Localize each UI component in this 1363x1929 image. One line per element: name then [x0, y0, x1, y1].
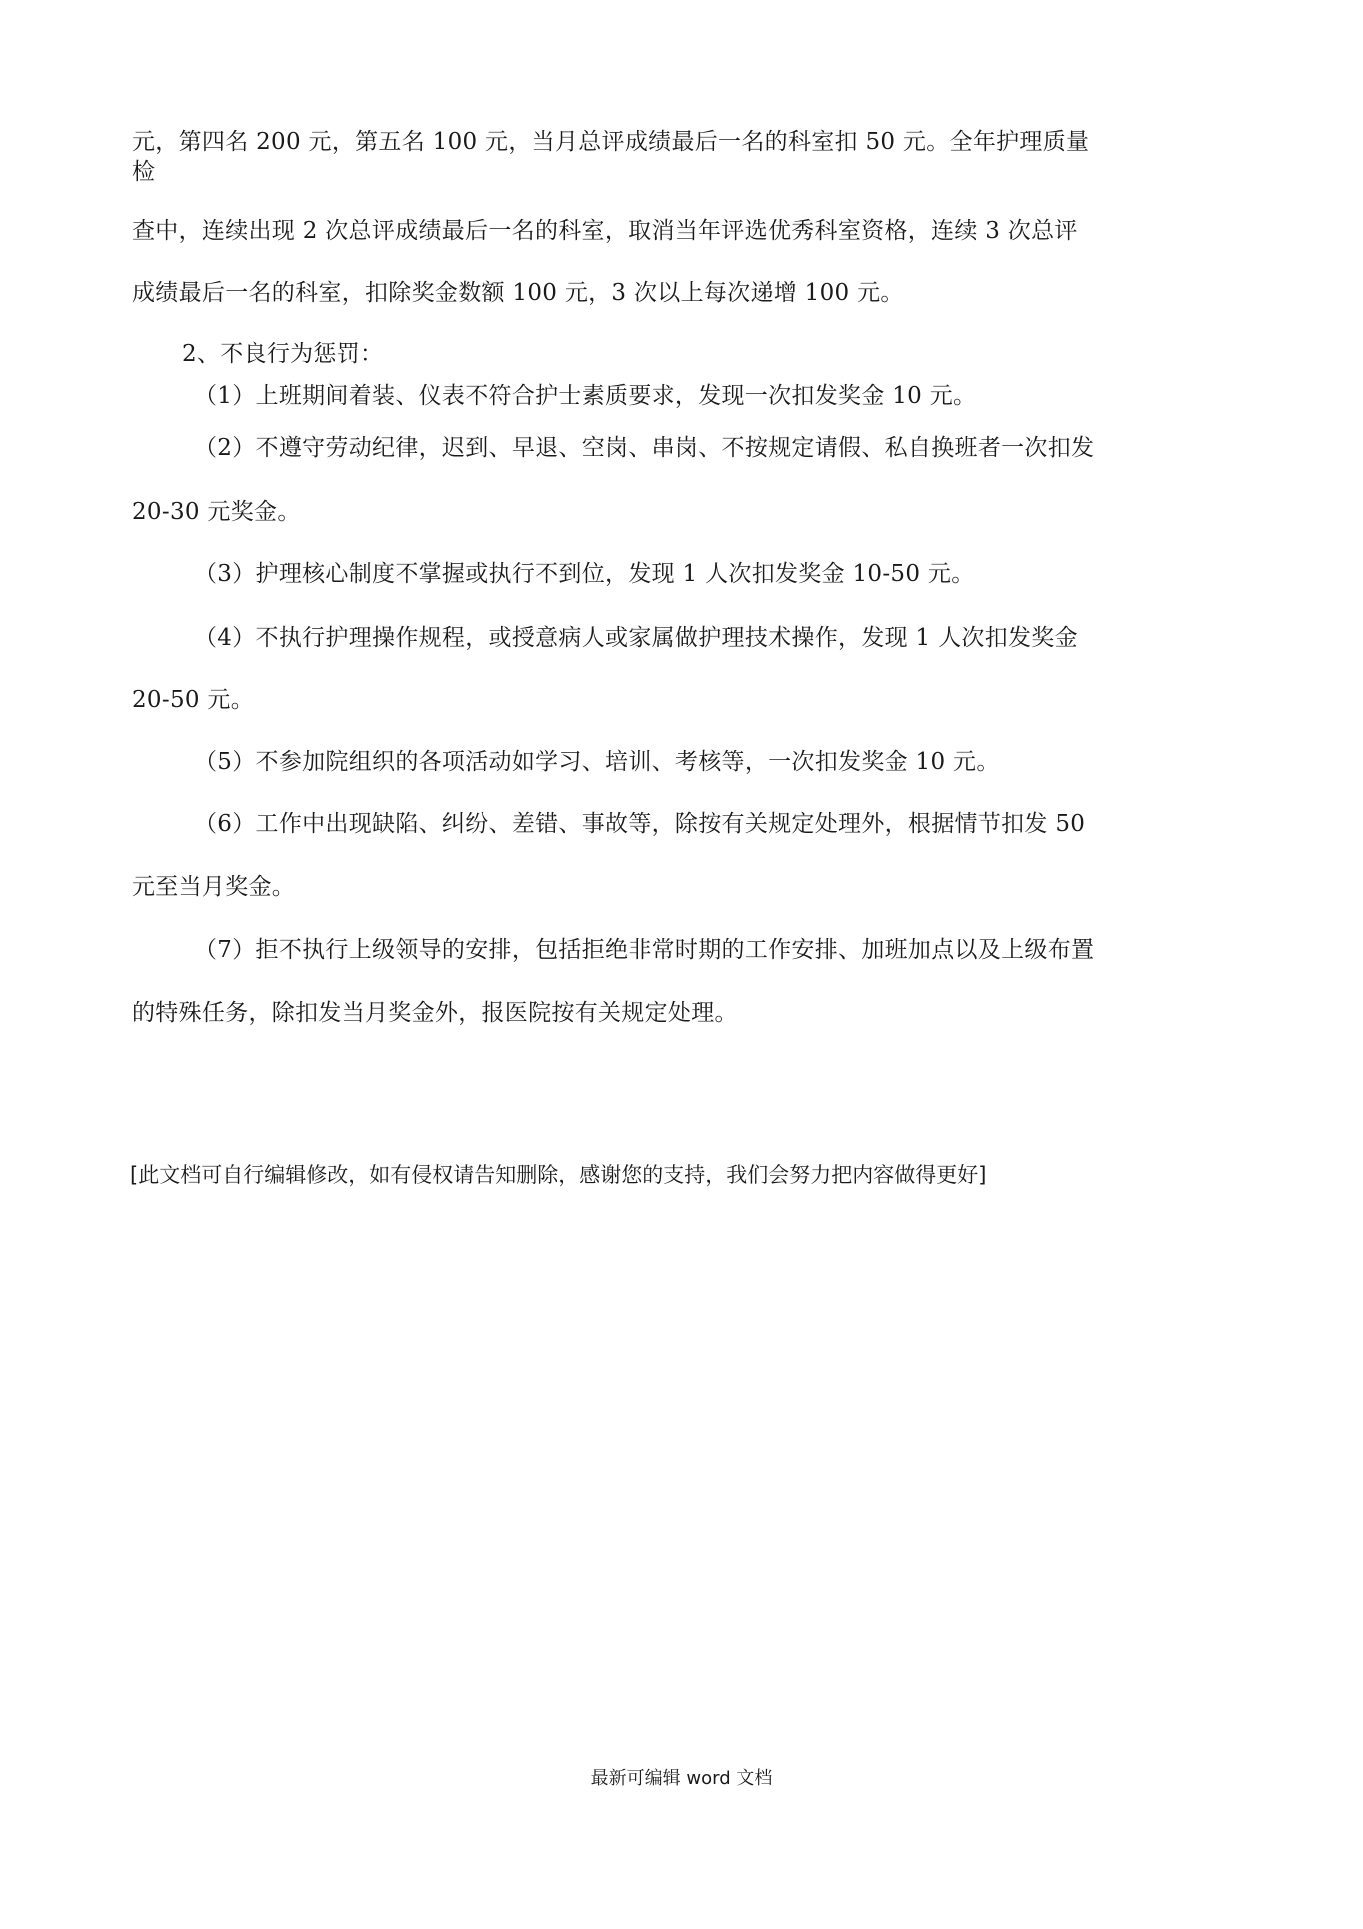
section-heading: 2、不良行为惩罚： [182, 341, 384, 367]
paragraph-line: 元至当月奖金。 [132, 874, 296, 900]
list-item: （6）工作中出现缺陷、纠纷、差错、事故等，除按有关规定处理外，根据情节扣发 50 [194, 811, 1086, 837]
paragraph-line: 20-50 元。 [132, 687, 255, 713]
page-footer: 最新可编辑 word 文档 [590, 1768, 773, 1789]
paragraph-line: 元，第四名 200 元，第五名 100 元，当月总评成绩最后一名的科室扣 50 元。全年护理质量 [132, 129, 1090, 155]
paragraph-line: 的特殊任务，除扣发当月奖金外，报医院按有关规定处理。 [132, 1000, 738, 1026]
paragraph-line: 成绩最后一名的科室，扣除奖金数额 100 元，3 次以上每次递增 100 元。 [132, 280, 904, 306]
paragraph-line: 20-30 元奖金。 [132, 499, 301, 525]
paragraph-line: 检 [132, 159, 156, 185]
list-item: （5）不参加院组织的各项活动如学习、培训、考核等，一次扣发奖金 10 元。 [194, 749, 1000, 775]
editing-note: [此文档可自行编辑修改，如有侵权请告知删除，感谢您的支持，我们会努力把内容做得更好] [130, 1163, 987, 1187]
list-item: （7）拒不执行上级领导的安排，包括拒绝非常时期的工作安排、加班加点以及上级布置 [194, 937, 1095, 963]
paragraph-line: 查中，连续出现 2 次总评成绩最后一名的科室，取消当年评选优秀科室资格，连续 3 次总评 [132, 218, 1078, 244]
list-item: （4）不执行护理操作规程，或授意病人或家属做护理技术操作，发现 1 人次扣发奖金 [194, 625, 1078, 651]
list-item: （1）上班期间着装、仪表不符合护士素质要求，发现一次扣发奖金 10 元。 [194, 383, 977, 409]
list-item: （2）不遵守劳动纪律，迟到、早退、空岗、串岗、不按规定请假、私自换班者一次扣发 [194, 435, 1095, 461]
list-item: （3）护理核心制度不掌握或执行不到位，发现 1 人次扣发奖金 10-50 元。 [194, 561, 975, 587]
